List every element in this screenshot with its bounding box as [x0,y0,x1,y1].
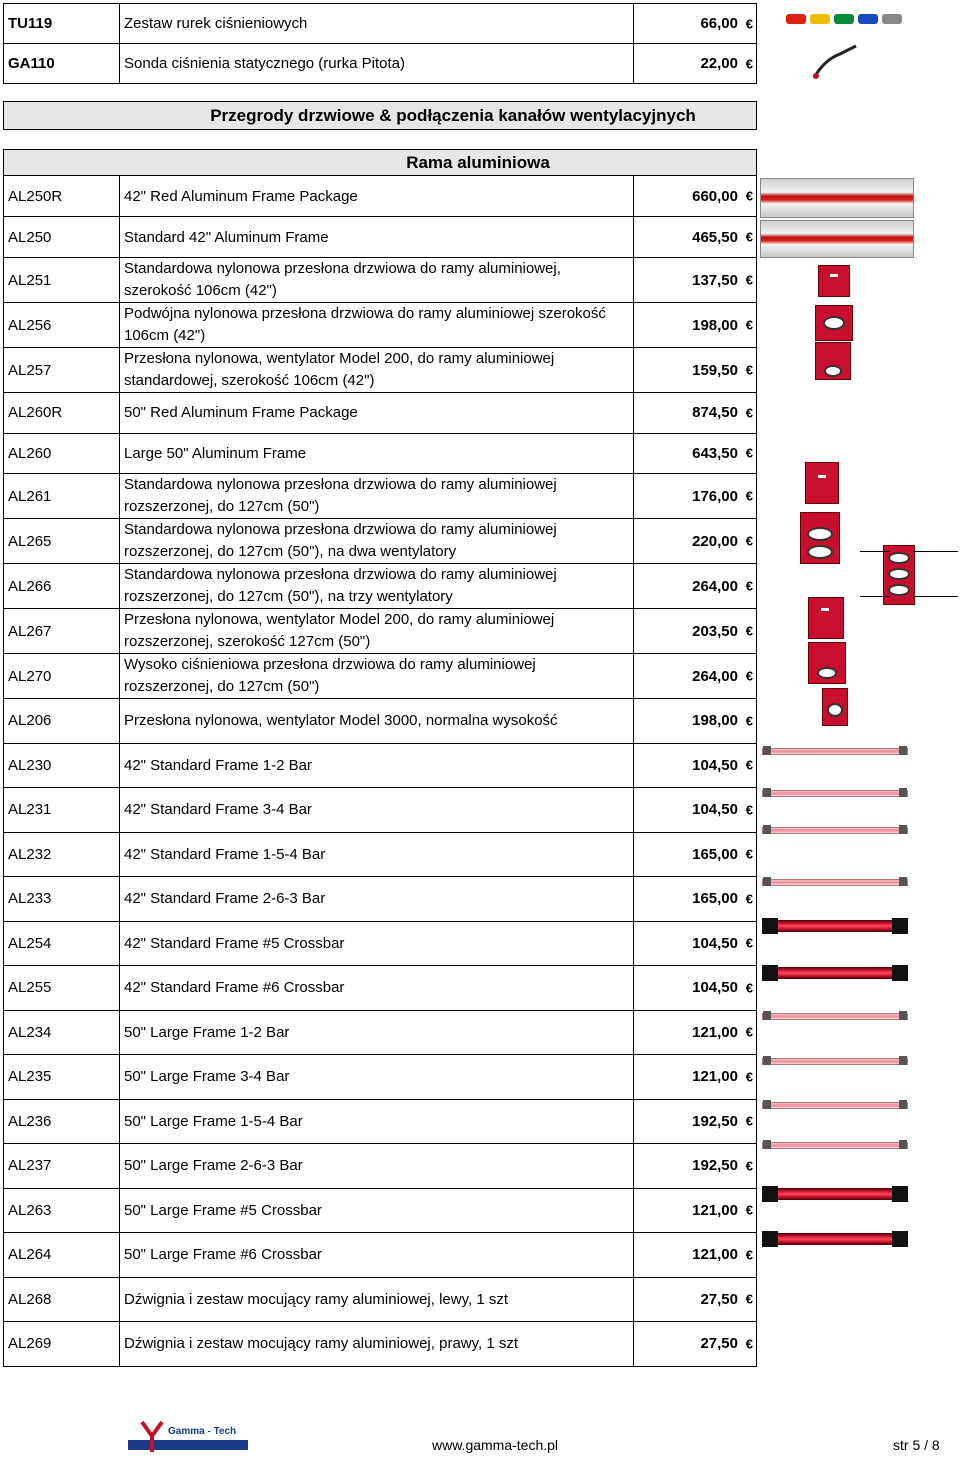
product-price [634,258,757,303]
product-price [634,1144,757,1189]
table-row [4,4,757,44]
pressure-tubes-image [786,14,902,24]
price-value: 104,50 [692,756,738,774]
frame-bar-image [762,1058,908,1065]
product-price [634,832,757,877]
price-value: 121,00 [692,1068,738,1086]
euro-icon: € [745,1336,753,1352]
product-price [634,348,757,393]
two-fan-curtain-image [800,512,840,564]
product-code: AL264 [4,1233,120,1278]
table-row [4,564,757,609]
euro-icon: € [745,405,753,421]
euro-icon: € [745,1024,753,1040]
product-price [634,1233,757,1278]
product-code: AL206 [4,699,120,744]
page-number: str 5 / 8 [893,1437,940,1453]
euro-icon: € [745,935,753,951]
price-value: 104,50 [692,934,738,952]
product-price [634,4,757,44]
price-value: 192,50 [692,1157,738,1175]
high-pressure-curtain-image [808,642,846,684]
table-row [4,1322,757,1367]
euro-icon: € [745,668,753,684]
price-value: 165,00 [692,890,738,908]
product-description: Sonda ciśnienia statycznego (rurka Pitota) [120,44,634,84]
product-price [634,393,757,434]
product-code: AL254 [4,921,120,966]
product-price [634,966,757,1011]
product-price [634,921,757,966]
product-code: AL270 [4,654,120,699]
red-frame-package-image [760,178,914,218]
table-row [4,1099,757,1144]
double-curtain-image [815,305,853,341]
table-row [4,348,757,393]
product-code: AL257 [4,348,120,393]
product-description: Wysoko ciśnieniowa przesłona drzwiowa do ramy aluminiowej rozszerzonej, do 127cm (50") [120,654,634,699]
euro-icon: € [745,362,753,378]
frame-bar-image [762,1013,908,1020]
frame-bar-image [762,827,908,834]
product-description: 50" Large Frame 1-5-4 Bar [120,1099,634,1144]
product-price [634,877,757,922]
product-price [634,609,757,654]
product-description: Zestaw rurek ciśnieniowych [120,4,634,44]
price-value: 465,50 [692,228,738,246]
euro-icon: € [745,56,753,71]
fan200-ext-curtain-image [808,597,844,639]
euro-icon: € [745,229,753,245]
price-value: 643,50 [692,444,738,462]
euro-icon: € [745,1069,753,1085]
product-code: AL263 [4,1188,120,1233]
euro-icon: € [745,1158,753,1174]
euro-icon: € [745,757,753,773]
product-description: Przesłona nylonowa, wentylator Model 200, do ramy aluminiowej standardowej, szerokość 106cm (42") [120,348,634,393]
product-price [634,788,757,833]
product-code: AL251 [4,258,120,303]
product-code: AL230 [4,743,120,788]
product-description: 50" Large Frame 3-4 Bar [120,1055,634,1100]
product-price [634,1099,757,1144]
euro-icon: € [745,1202,753,1218]
frame-bar-image [762,1233,908,1245]
door-curtain-image [818,265,850,297]
frame-bar-image [762,967,908,979]
product-description: Dźwignia i zestaw mocujący ramy aluminiowej, lewy, 1 szt [120,1277,634,1322]
product-description: 42" Standard Frame #6 Crossbar [120,966,634,1011]
euro-icon: € [745,533,753,549]
product-price [634,433,757,474]
product-description: Podwójna nylonowa przesłona drzwiowa do ramy aluminiowej szerokość 106cm (42") [120,303,634,348]
product-price [634,699,757,744]
product-description: Przesłona nylonowa, wentylator Model 200, do ramy aluminiowej rozszerzonej, szerokość 127cm (50") [120,609,634,654]
table-row [4,519,757,564]
product-code: AL237 [4,1144,120,1189]
euro-icon: € [745,488,753,504]
table-row [4,1144,757,1189]
product-code: AL250R [4,176,120,217]
aluminum-frame-image [760,220,914,258]
price-value: 104,50 [692,979,738,997]
price-value: 176,00 [692,487,738,505]
product-code: AL256 [4,303,120,348]
table-row [4,1233,757,1278]
product-price [634,176,757,217]
price-value: 27,50 [700,1290,738,1308]
product-price [634,1277,757,1322]
table-row [4,921,757,966]
product-code: TU119 [4,4,120,44]
euro-icon: € [745,317,753,333]
fan-curtain-image [815,342,851,380]
product-description: Standardowa nylonowa przesłona drzwiowa do ramy aluminiowej rozszerzonej, do 127cm (50") [120,474,634,519]
product-code: AL233 [4,877,120,922]
table-row [4,1055,757,1100]
table-row [4,1188,757,1233]
table-row [4,966,757,1011]
product-code: AL250 [4,217,120,258]
table-row [4,474,757,519]
product-description: Standardowa nylonowa przesłona drzwiowa do ramy aluminiowej rozszerzonej, do 127cm (50"), na trzy wentylatory [120,564,634,609]
table-row [4,832,757,877]
product-description: 50" Large Frame 2-6-3 Bar [120,1144,634,1189]
euro-icon: € [745,623,753,639]
product-code: AL235 [4,1055,120,1100]
table-row [4,44,757,84]
product-code: AL232 [4,832,120,877]
price-value: 121,00 [692,1023,738,1041]
euro-icon: € [745,578,753,594]
table-row [4,217,757,258]
price-value: 66,00 [700,15,738,32]
table-row [4,743,757,788]
product-price [634,564,757,609]
table-row [4,877,757,922]
product-description: 42" Standard Frame #5 Crossbar [120,921,634,966]
product-price [634,217,757,258]
product-description: 42" Standard Frame 1-5-4 Bar [120,832,634,877]
price-value: 198,00 [692,712,738,730]
frame-bar-image [762,879,908,886]
price-value: 264,00 [692,667,738,685]
euro-icon: € [745,1247,753,1263]
table-row [4,788,757,833]
frame-bar-image [762,748,908,755]
price-table [3,3,755,1367]
table-row [4,176,757,217]
product-code: AL261 [4,474,120,519]
table-row [4,258,757,303]
price-value: 22,00 [700,55,738,72]
product-description: Large 50" Aluminum Frame [120,433,634,474]
gamma-tech-logo [128,1418,268,1454]
product-price [634,303,757,348]
product-description: 42" Red Aluminum Frame Package [120,176,634,217]
price-value: 192,50 [692,1112,738,1130]
product-description: 42" Standard Frame 1-2 Bar [120,743,634,788]
pitot-probe-image [810,40,860,82]
product-description: 50" Red Aluminum Frame Package [120,393,634,434]
euro-icon: € [745,713,753,729]
footer-url[interactable]: www.gamma-tech.pl [432,1437,559,1453]
product-code: AL268 [4,1277,120,1322]
price-value: 165,00 [692,845,738,863]
table-row [4,699,757,744]
product-price [634,44,757,84]
product-price [634,743,757,788]
extended-curtain-image [805,462,839,504]
product-description: Standardowa nylonowa przesłona drzwiowa do ramy aluminiowej, szerokość 106cm (42") [120,258,634,303]
product-price [634,1188,757,1233]
fan3000-curtain-image [822,688,848,726]
euro-icon: € [745,891,753,907]
price-value: 159,50 [692,361,738,379]
product-price [634,1010,757,1055]
product-description: 50" Large Frame #5 Crossbar [120,1188,634,1233]
product-code: AL265 [4,519,120,564]
table-row [4,609,757,654]
product-code: AL236 [4,1099,120,1144]
subsection-title: Rama aluminiowa [4,150,757,176]
euro-icon: € [745,846,753,862]
product-code: AL234 [4,1010,120,1055]
product-description: 42" Standard Frame 3-4 Bar [120,788,634,833]
price-value: 660,00 [692,187,738,205]
euro-icon: € [745,272,753,288]
table-row [4,1277,757,1322]
product-description: 50" Large Frame 1-2 Bar [120,1010,634,1055]
price-value: 220,00 [692,532,738,550]
product-description: Standard 42" Aluminum Frame [120,217,634,258]
price-value: 104,50 [692,801,738,819]
product-code: GA110 [4,44,120,84]
product-code: AL269 [4,1322,120,1367]
frame-bar-image [762,1142,908,1149]
frame-bar-image [762,920,908,932]
euro-icon: € [745,188,753,204]
product-price [634,1322,757,1367]
table-row [4,393,757,434]
frame-bar-image [762,1102,908,1109]
euro-icon: € [745,445,753,461]
product-description: Przesłona nylonowa, wentylator Model 3000, normalna wysokość [120,699,634,744]
euro-icon: € [745,1113,753,1129]
price-value: 27,50 [700,1335,738,1353]
product-code: AL260 [4,433,120,474]
product-description: 42" Standard Frame 2-6-3 Bar [120,877,634,922]
table-row [4,433,757,474]
price-value: 203,50 [692,622,738,640]
table-row [4,654,757,699]
product-code: AL266 [4,564,120,609]
product-price [634,474,757,519]
product-code: AL231 [4,788,120,833]
price-value: 121,00 [692,1246,738,1264]
product-description: Standardowa nylonowa przesłona drzwiowa do ramy aluminiowej rozszerzonej, do 127cm (50"), na dwa wentylatory [120,519,634,564]
euro-icon: € [745,802,753,818]
frame-bar-image [762,790,908,797]
price-value: 198,00 [692,316,738,334]
price-value: 874,50 [692,404,738,422]
euro-icon: € [745,16,753,31]
price-value: 121,00 [692,1201,738,1219]
euro-icon: € [745,980,753,996]
logo-text: Gamma - Tech [168,1426,237,1437]
product-description: Dźwignia i zestaw mocujący ramy aluminiowej, prawy, 1 szt [120,1322,634,1367]
product-price [634,1055,757,1100]
frame-bar-image [762,1188,908,1200]
product-code: AL260R [4,393,120,434]
table-row [4,303,757,348]
product-price [634,519,757,564]
product-code: AL267 [4,609,120,654]
price-value: 137,50 [692,271,738,289]
price-value: 264,00 [692,577,738,595]
product-description: 50" Large Frame #6 Crossbar [120,1233,634,1278]
section-title: Przegrody drzwiowe & podłączenia kanałów wentylacyjnych [4,102,757,130]
product-price [634,654,757,699]
table-row [4,1010,757,1055]
euro-icon: € [745,1291,753,1307]
product-code: AL255 [4,966,120,1011]
